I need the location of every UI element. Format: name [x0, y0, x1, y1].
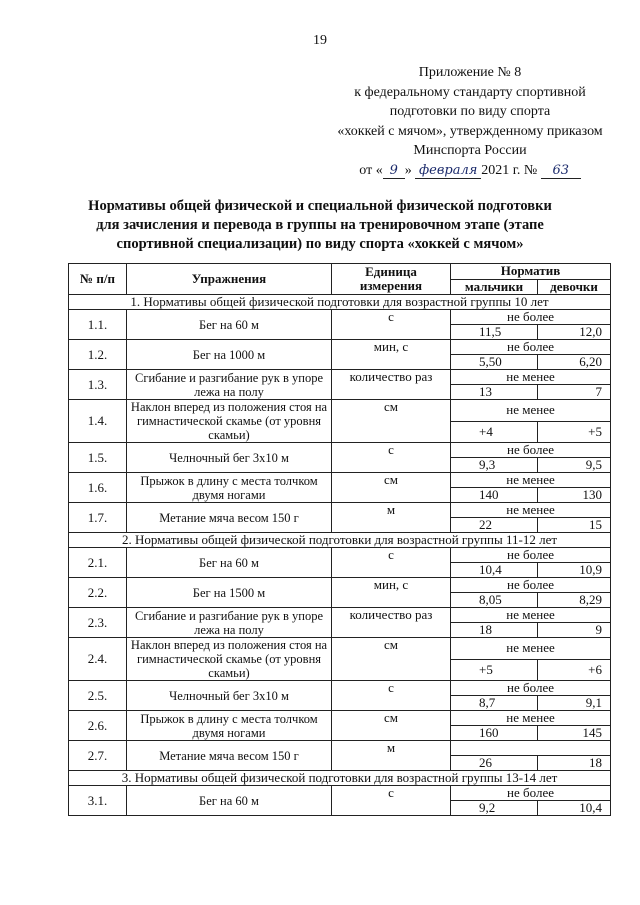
- section-title: 3. Нормативы общей физической подготовки для возрастной группы 13-14 лет: [69, 771, 611, 786]
- norm-girls: 15: [538, 518, 611, 533]
- norm-boys: 8,7: [451, 696, 538, 711]
- unit-of-measure: см: [332, 638, 451, 681]
- table-row: [69, 741, 611, 756]
- appendix-block: [300, 63, 640, 180]
- section-title: 1. Нормативы общей физической подготовки для возрастной группы 10 лет: [69, 295, 611, 310]
- row-number: 2.4.: [69, 638, 127, 681]
- row-number: 3.1.: [69, 786, 127, 816]
- unit-of-measure: с: [332, 681, 451, 711]
- exercise-name: Челночный бег 3х10 м: [127, 681, 332, 711]
- norm-condition: не менее: [451, 638, 611, 660]
- unit-of-measure: см: [332, 400, 451, 443]
- exercise-name: Прыжок в длину с места толчком двумя ногами: [127, 711, 332, 741]
- norm-girls: 6,20: [538, 355, 611, 370]
- section-title: 2. Нормативы общей физической подготовки для возрастной группы 11-12 лет: [69, 533, 611, 548]
- norm-boys: +4: [451, 421, 538, 443]
- header-unit: Единица измерения: [332, 264, 451, 295]
- norm-girls: 9,1: [538, 696, 611, 711]
- unit-of-measure: м: [332, 741, 451, 771]
- norm-condition: не более: [451, 443, 611, 458]
- norm-condition: не менее: [451, 473, 611, 488]
- norm-condition: не более: [451, 578, 611, 593]
- table-row: [69, 578, 611, 593]
- page-number: 19: [313, 33, 327, 48]
- unit-of-measure: см: [332, 473, 451, 503]
- row-number: 1.6.: [69, 473, 127, 503]
- exercise-name: Бег на 1500 м: [127, 578, 332, 608]
- exercise-name: Наклон вперед из положения стоя на гимнастической скамье (от уровня скамьи): [127, 638, 332, 681]
- norm-girls: 130: [538, 488, 611, 503]
- norm-condition: не более: [451, 548, 611, 563]
- appendix-line: Приложение № 8: [418, 65, 522, 80]
- norm-condition: не более: [451, 310, 611, 325]
- document-title: [60, 197, 580, 254]
- norm-girls: 9: [538, 623, 611, 638]
- header-norm: Норматив: [451, 264, 611, 280]
- row-number: 1.3.: [69, 370, 127, 400]
- norm-boys: 18: [451, 623, 538, 638]
- table-row: [69, 786, 611, 801]
- norm-girls: 7: [538, 385, 611, 400]
- norm-condition: не менее: [451, 503, 611, 518]
- unit-of-measure: см: [332, 711, 451, 741]
- row-number: 2.1.: [69, 548, 127, 578]
- table-row: [69, 548, 611, 563]
- norms-table: [68, 263, 611, 816]
- norm-condition: не более: [451, 681, 611, 696]
- norm-condition: не менее: [451, 711, 611, 726]
- unit-of-measure: с: [332, 786, 451, 816]
- norm-girls: 10,4: [538, 801, 611, 816]
- header-number: № п/п: [69, 264, 127, 295]
- norm-boys: 13: [451, 385, 538, 400]
- norm-girls: 12,0: [538, 325, 611, 340]
- unit-of-measure: количество раз: [332, 370, 451, 400]
- table-row: [69, 340, 611, 355]
- row-number: 1.4.: [69, 400, 127, 443]
- exercise-name: Наклон вперед из положения стоя на гимнастической скамье (от уровня скамьи): [127, 400, 332, 443]
- row-number: 1.2.: [69, 340, 127, 370]
- norm-boys: 5,50: [451, 355, 538, 370]
- row-number: 2.7.: [69, 741, 127, 771]
- exercise-name: Бег на 60 м: [127, 548, 332, 578]
- appendix-line: «хоккей с мячом», утвержденному приказом: [337, 123, 603, 139]
- title-line: Нормативы общей физической и специальной физической подготовки: [88, 198, 552, 214]
- unit-of-measure: количество раз: [332, 608, 451, 638]
- exercise-name: Бег на 60 м: [127, 786, 332, 816]
- exercise-name: Метание мяча весом 150 г: [127, 503, 332, 533]
- header-boys: мальчики: [451, 279, 538, 295]
- unit-of-measure: мин, с: [332, 578, 451, 608]
- norm-girls: 18: [538, 756, 611, 771]
- norm-girls: 9,5: [538, 458, 611, 473]
- norm-boys: 8,05: [451, 593, 538, 608]
- row-number: 2.3.: [69, 608, 127, 638]
- table-row: [69, 681, 611, 696]
- title-line: спортивной специализации) по виду спорта «хоккей с мячом»: [116, 236, 524, 252]
- table-row: [69, 443, 611, 458]
- unit-of-measure: с: [332, 443, 451, 473]
- row-number: 1.5.: [69, 443, 127, 473]
- exercise-name: Челночный бег 3х10 м: [127, 443, 332, 473]
- date-day: 9: [383, 164, 405, 179]
- section-row: [69, 533, 611, 548]
- table-row: [69, 400, 611, 422]
- norm-boys: +5: [451, 659, 538, 681]
- row-number: 1.7.: [69, 503, 127, 533]
- row-number: 2.6.: [69, 711, 127, 741]
- norms-table-body: [69, 295, 611, 816]
- header-girls: девочки: [538, 279, 611, 295]
- order-number: 63: [541, 164, 581, 179]
- norm-condition: не более: [451, 340, 611, 355]
- unit-of-measure: с: [332, 548, 451, 578]
- section-row: [69, 771, 611, 786]
- appendix-line: подготовки по виду спорта: [389, 104, 551, 119]
- table-row: [69, 503, 611, 518]
- table-row: [69, 370, 611, 385]
- row-number: 1.1.: [69, 310, 127, 340]
- table-row: [69, 473, 611, 488]
- header-exercises: Упражнения: [127, 264, 332, 295]
- norm-girls: 145: [538, 726, 611, 741]
- norm-boys: 22: [451, 518, 538, 533]
- exercise-name: Сгибание и разгибание рук в упоре лежа на полу: [127, 608, 332, 638]
- norm-condition: не менее: [451, 608, 611, 623]
- norm-girls: 8,29: [538, 593, 611, 608]
- appendix-line: Минспорта России: [413, 143, 527, 158]
- unit-of-measure: с: [332, 310, 451, 340]
- table-row: [69, 638, 611, 660]
- norm-boys: 9,2: [451, 801, 538, 816]
- date-mid: »: [404, 162, 412, 178]
- unit-of-measure: м: [332, 503, 451, 533]
- date-year: 2021 г. №: [481, 162, 538, 178]
- norm-condition: [451, 741, 611, 756]
- exercise-name: Метание мяча весом 150 г: [127, 741, 332, 771]
- norm-boys: 26: [451, 756, 538, 771]
- date-prefix: от «: [359, 162, 383, 178]
- norm-condition: не более: [451, 786, 611, 801]
- appendix-date-line: [300, 161, 640, 181]
- table-row: [69, 608, 611, 623]
- norm-girls: +6: [538, 659, 611, 681]
- table-row: [69, 711, 611, 726]
- exercise-name: Бег на 60 м: [127, 310, 332, 340]
- norm-condition: не менее: [451, 370, 611, 385]
- exercise-name: Сгибание и разгибание рук в упоре лежа на полу: [127, 370, 332, 400]
- section-row: [69, 295, 611, 310]
- norm-girls: +5: [538, 421, 611, 443]
- norm-boys: 9,3: [451, 458, 538, 473]
- row-number: 2.5.: [69, 681, 127, 711]
- appendix-line: к федеральному стандарту спортивной: [354, 84, 586, 100]
- norm-boys: 11,5: [451, 325, 538, 340]
- exercise-name: Бег на 1000 м: [127, 340, 332, 370]
- row-number: 2.2.: [69, 578, 127, 608]
- date-month: февраля: [415, 164, 481, 179]
- norm-condition: не менее: [451, 400, 611, 422]
- norm-boys: 140: [451, 488, 538, 503]
- norm-girls: 10,9: [538, 563, 611, 578]
- exercise-name: Прыжок в длину с места толчком двумя ногами: [127, 473, 332, 503]
- norm-boys: 10,4: [451, 563, 538, 578]
- unit-of-measure: мин, с: [332, 340, 451, 370]
- title-line: для зачисления и перевода в группы на тренировочном этапе (этапе: [96, 217, 544, 233]
- table-row: [69, 310, 611, 325]
- norm-boys: 160: [451, 726, 538, 741]
